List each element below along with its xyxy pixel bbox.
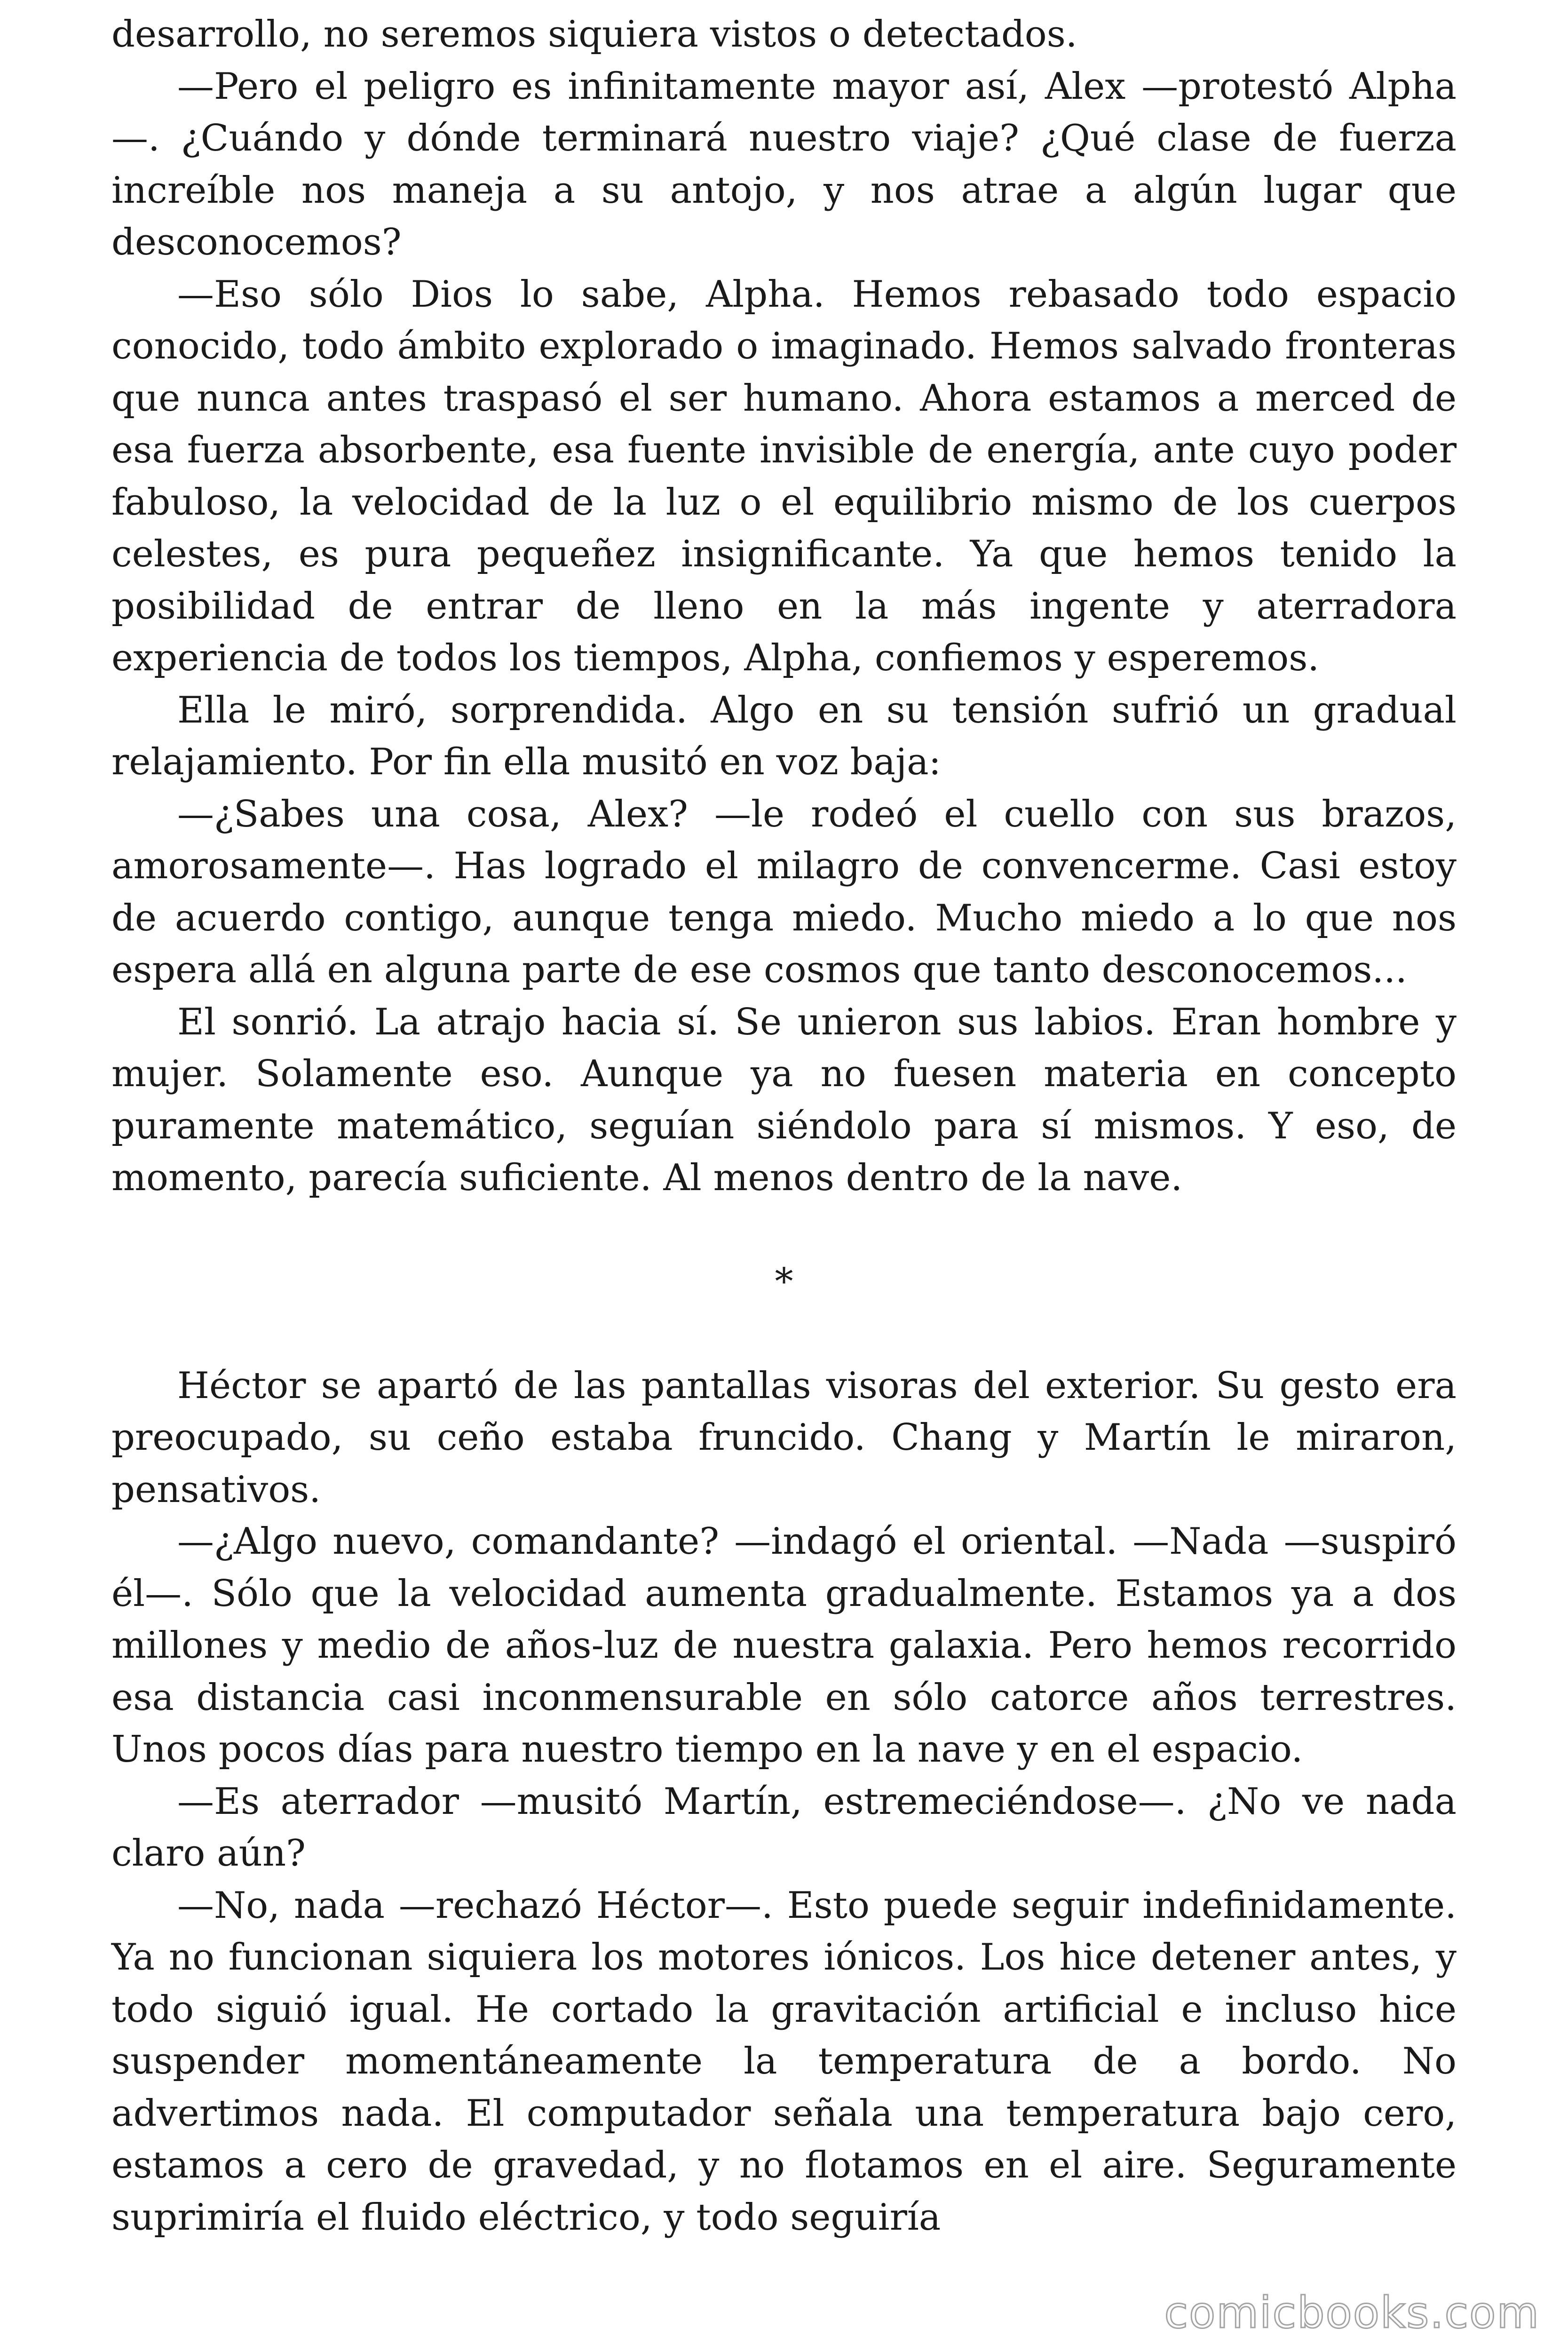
watermark-logo: comicbooks.com [1164, 2288, 1540, 2338]
book-page [111, 8, 1457, 2243]
paragraph: —Es aterrador —musitó Martín, estremeciéndose—. ¿No ve nada claro aún? [111, 1780, 1457, 1875]
paragraph: El sonrió. La atrajo hacia sí. Se unieron sus labios. Eran hombre y mujer. Solamente eso. Aunque ya no fuesen materia en concepto puramente matemático, seguían siéndolo para sí mismos. Y eso, de momento, parecía suficiente. Al menos dentro de la nave. [111, 1001, 1457, 1199]
section-separator: * [775, 1260, 793, 1303]
paragraph: Ella le miró, sorprendida. Algo en su tensión sufrió un gradual relajamiento. Por fin ella musitó en voz baja: [111, 689, 1457, 783]
paragraph: —¿Algo nuevo, comandante? —indagó el oriental. —Nada —suspiró él—. Sólo que la velocidad aumenta gradualmente. Estamos ya a dos millones y medio de años-luz de nuestra galaxia. Pero hemos recorrido esa distancia casi inconmensurable en sólo catorce años terrestres. Unos pocos días para nuestro tiempo en la nave y en el espacio. [111, 1520, 1457, 1771]
paragraph: —Pero el peligro es infinitamente mayor así, Alex —protestó Alpha—. ¿Cuándo y dónde terminará nuestro viaje? ¿Qué clase de fuerza increíble nos maneja a su antojo, y nos atrae a algún lugar que desconocemos? [111, 65, 1457, 263]
paragraph-continuation: desarrollo, no seremos siquiera vistos o detectados. [111, 13, 1077, 56]
paragraph: Héctor se apartó de las pantallas visoras del exterior. Su gesto era preocupado, su ceño estaba fruncido. Chang y Martín le miraron, pensativos. [111, 1364, 1457, 1511]
paragraph: —Eso sólo Dios lo sabe, Alpha. Hemos rebasado todo espacio conocido, todo ámbito explorado o imaginado. Hemos salvado fronteras que nunca antes traspasó el ser humano. Ahora estamos a merced de esa fuerza absorbente, esa fuente invisible de energía, ante cuyo poder fabuloso, la velocidad de la luz o el equilibrio mismo de los cuerpos celestes, es pura pequeñez insignificante. Ya que hemos tenido la posibilidad de entrar de lleno en la más ingente y aterradora experiencia de todos los tiempos, Alpha, confiemos y esperemos. [111, 273, 1457, 679]
paragraph: —¿Sabes una cosa, Alex? —le rodeó el cuello con sus brazos, amorosamente—. Has logrado el milagro de convencerme. Casi estoy de acuerdo contigo, aunque tenga miedo. Mucho miedo a lo que nos espera allá en alguna parte de ese cosmos que tanto desconocemos... [111, 793, 1457, 991]
paragraph: —No, nada —rechazó Héctor—. Esto puede seguir indefinidamente. Ya no funcionan siquiera los motores iónicos. Los hice detener antes, y todo siguió igual. He cortado la gravitación artificial e incluso hice suspender momentáneamente la temperatura de a bordo. No advertimos nada. El computador señala una temperatura bajo cero, estamos a cero de gravedad, y no flotamos en el aire. Seguramente suprimiría el fluido eléctrico, y todo seguiría [111, 1884, 1457, 2239]
